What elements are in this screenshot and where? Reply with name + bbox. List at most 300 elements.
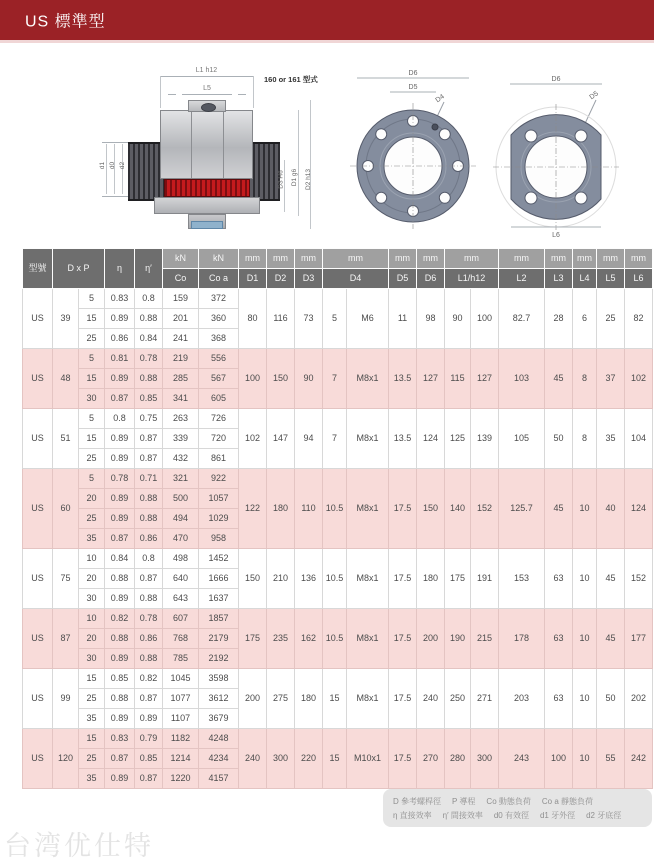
cell-l4: 10 [573,729,597,789]
cell-d5: 17.5 [389,549,417,609]
legend-item: Co a 靜態負荷 [541,796,593,806]
dim-label-d6: D6 [551,76,561,83]
cell-eta: 0.8 [105,409,135,429]
table-row [23,289,653,309]
sub-header: D5 [389,269,417,289]
red-thread-insert [164,179,250,197]
cell-eta-prime: 0.88 [135,489,163,509]
cell-eta: 0.83 [105,289,135,309]
cell-d4b: M8x1 [347,609,389,669]
cell-co: 241 [163,329,199,349]
cell-d4b: M8x1 [347,409,389,469]
cell-coa: 360 [199,309,239,329]
cell-d3: 162 [295,609,323,669]
cell-eta: 0.83 [105,729,135,749]
cell-co: 339 [163,429,199,449]
cell-d4b: M8x1 [347,349,389,409]
cell-eta-prime: 0.79 [135,729,163,749]
cell-coa: 372 [199,289,239,309]
sub-header: L1/h12 [445,269,499,289]
dim-label-d5: D5 [588,90,600,102]
dim-tick [102,196,128,197]
legend-item: d1 牙外徑 [539,810,576,820]
unit-header: mm [389,249,417,269]
cell-p: 10 [79,609,105,629]
cell-eta: 0.87 [105,749,135,769]
cell-l2: 82.7 [499,289,545,349]
type-note: 160 or 161 型式 [264,75,318,84]
cell-l4: 10 [573,609,597,669]
cell-d6: 98 [417,289,445,349]
cell-eta-prime: 0.78 [135,349,163,369]
cell-d3: 180 [295,669,323,729]
legend-item: η′ 間接效率 [442,810,483,820]
cell-d2: 116 [267,289,295,349]
cell-eta: 0.89 [105,309,135,329]
table-row [23,669,653,689]
cell-p: 10 [79,549,105,569]
cell-eta: 0.87 [105,529,135,549]
cell-model: US [23,349,53,409]
flat-flange-drawing [468,72,643,242]
cell-coa: 4248 [199,729,239,749]
cell-p: 5 [79,349,105,369]
cell-l3: 63 [545,549,573,609]
sub-header: D6 [417,269,445,289]
top-boss [188,100,226,112]
legend-box [383,789,652,827]
legend-item: D 參考螺桿徑 [393,796,441,806]
cell-eta: 0.88 [105,629,135,649]
cell-d2: 147 [267,409,295,469]
cell-d4a: 7 [323,409,347,469]
cell-d6: 270 [417,729,445,789]
sub-header: L6 [625,269,653,289]
cell-co: 201 [163,309,199,329]
cell-d: 120 [53,729,79,789]
cell-d4a: 15 [323,669,347,729]
cell-eta: 0.89 [105,449,135,469]
sub-header: L3 [545,269,573,289]
cell-d1: 150 [239,549,267,609]
cell-d1: 240 [239,729,267,789]
cell-eta-prime: 0.82 [135,669,163,689]
cell-eta-prime: 0.89 [135,709,163,729]
cell-d5: 17.5 [389,729,417,789]
cell-l2: 178 [499,609,545,669]
cell-coa: 1666 [199,569,239,589]
unit-header: mm [239,249,267,269]
cell-p: 25 [79,689,105,709]
unit-header: kN [163,249,199,269]
sub-header: D4 [323,269,389,289]
cell-p: 5 [79,469,105,489]
cell-co: 498 [163,549,199,569]
cell-coa: 2179 [199,629,239,649]
cell-l4: 10 [573,669,597,729]
cell-l4: 10 [573,549,597,609]
cell-l5: 37 [597,349,625,409]
unit-header: mm [597,249,625,269]
cell-eta-prime: 0.88 [135,589,163,609]
spec-table [22,248,653,789]
sub-header: Co a [199,269,239,289]
cell-d1: 102 [239,409,267,469]
dim-label-d2: d2 [119,161,127,170]
cell-eta-prime: 0.8 [135,549,163,569]
cell-p: 5 [79,289,105,309]
cell-l5: 45 [597,609,625,669]
cell-d: 75 [53,549,79,609]
cell-d3: 220 [295,729,323,789]
cell-d5: 13.5 [389,409,417,469]
cell-p: 30 [79,589,105,609]
cell-l1b: 300 [471,729,499,789]
unit-header: mm [267,249,295,269]
sub-header: L2 [499,269,545,289]
cell-eta-prime: 0.87 [135,429,163,449]
cell-coa: 861 [199,449,239,469]
cell-p: 20 [79,629,105,649]
table-row [23,609,653,629]
col-header-dxp: D x P [53,249,105,289]
cell-l4: 10 [573,469,597,549]
legend-item: P 導程 [452,796,476,806]
cell-d4a: 10.5 [323,469,347,549]
cell-p: 15 [79,429,105,449]
cell-d4a: 7 [323,349,347,409]
cell-coa: 1057 [199,489,239,509]
cell-eta: 0.87 [105,389,135,409]
dim-label-d4: D4 [434,93,446,105]
cell-coa: 556 [199,349,239,369]
cell-coa: 1857 [199,609,239,629]
cell-d2: 235 [267,609,295,669]
cell-coa: 720 [199,429,239,449]
cell-d4b: M8x1 [347,549,389,609]
cell-l2: 125.7 [499,469,545,549]
watermark: 台湾优仕特 [4,831,154,861]
cell-p: 35 [79,529,105,549]
cell-eta: 0.88 [105,689,135,709]
cell-coa: 4234 [199,749,239,769]
cell-l4: 6 [573,289,597,349]
cell-model: US [23,289,53,349]
cell-d: 99 [53,669,79,729]
cell-model: US [23,469,53,549]
cell-p: 15 [79,729,105,749]
legend-line [393,810,642,821]
cell-eta: 0.84 [105,549,135,569]
sub-header: D2 [267,269,295,289]
sub-header: L4 [573,269,597,289]
table-row [23,549,653,569]
cell-coa: 1029 [199,509,239,529]
legend-item: η 直接效率 [393,810,432,820]
col-header-eta: η [105,249,135,289]
cell-l5: 50 [597,669,625,729]
cell-co: 494 [163,509,199,529]
cell-l3: 50 [545,409,573,469]
cell-p: 30 [79,389,105,409]
legend-item: d0 有效徑 [493,810,529,820]
dim-label-d5: D5 [408,84,418,91]
cell-co: 321 [163,469,199,489]
cell-l6: 124 [625,469,653,549]
cell-eta-prime: 0.88 [135,509,163,529]
cell-eta-prime: 0.87 [135,569,163,589]
cell-eta: 0.89 [105,509,135,529]
cell-eta-prime: 0.8 [135,289,163,309]
unit-header: mm [323,249,389,269]
side-view-drawing [100,64,336,238]
cell-l5: 45 [597,549,625,609]
cell-coa: 1452 [199,549,239,569]
cell-eta-prime: 0.71 [135,469,163,489]
body-seam [223,111,224,178]
cell-d: 87 [53,609,79,669]
cell-l3: 63 [545,669,573,729]
cell-coa: 726 [199,409,239,429]
cell-d5: 13.5 [389,349,417,409]
cell-eta: 0.89 [105,769,135,789]
page-banner [0,0,654,43]
cell-d1: 200 [239,669,267,729]
cell-d1: 100 [239,349,267,409]
unit-header: mm [445,249,499,269]
cell-l2: 105 [499,409,545,469]
cell-eta: 0.89 [105,709,135,729]
cell-p: 25 [79,509,105,529]
cell-d3: 110 [295,469,323,549]
cell-l1b: 127 [471,349,499,409]
cell-p: 20 [79,489,105,509]
cell-p: 5 [79,409,105,429]
table-row [23,349,653,369]
cell-p: 25 [79,449,105,469]
cell-d4b: M8x1 [347,469,389,549]
dim-label-l1: L1 h12 [195,67,218,74]
unit-header: mm [295,249,323,269]
cell-coa: 605 [199,389,239,409]
foot-plate [154,197,260,214]
cell-l1b: 191 [471,549,499,609]
cell-co: 785 [163,649,199,669]
cell-l6: 104 [625,409,653,469]
sub-header: Co [163,269,199,289]
cell-eta-prime: 0.87 [135,769,163,789]
cell-co: 159 [163,289,199,309]
col-header-eta-prime: η′ [135,249,163,289]
cell-eta: 0.81 [105,349,135,369]
cell-co: 263 [163,409,199,429]
cell-l1a: 250 [445,669,471,729]
dim-line-l1 [160,76,253,77]
cell-d: 51 [53,409,79,469]
cell-p: 35 [79,709,105,729]
cell-d2: 210 [267,549,295,609]
cell-eta: 0.89 [105,589,135,609]
cell-d4a: 5 [323,289,347,349]
cell-d4b: M10x1 [347,729,389,789]
unit-header: kN [199,249,239,269]
cell-d1: 122 [239,469,267,549]
cell-l6: 152 [625,549,653,609]
cell-l1a: 140 [445,469,471,549]
cell-eta-prime: 0.78 [135,609,163,629]
dim-tick [168,94,176,95]
cell-d6: 180 [417,549,445,609]
legend-item: Co 動態負荷 [486,796,531,806]
cell-p: 25 [79,329,105,349]
cell-l5: 55 [597,729,625,789]
dim-line-D1 [298,110,299,216]
cell-d1: 80 [239,289,267,349]
cell-coa: 1637 [199,589,239,609]
cell-l5: 40 [597,469,625,549]
cell-d2: 150 [267,349,295,409]
cell-l1a: 90 [445,289,471,349]
cell-d2: 275 [267,669,295,729]
legend-line [393,796,642,807]
cell-co: 768 [163,629,199,649]
cell-coa: 3612 [199,689,239,709]
cell-d2: 180 [267,469,295,549]
cell-l2: 103 [499,349,545,409]
cell-eta-prime: 0.88 [135,309,163,329]
cell-d2: 300 [267,729,295,789]
cell-co: 1077 [163,689,199,709]
cell-eta-prime: 0.75 [135,409,163,429]
cell-d4a: 10.5 [323,609,347,669]
cell-d: 48 [53,349,79,409]
cell-p: 15 [79,369,105,389]
cell-eta-prime: 0.84 [135,329,163,349]
cell-p: 35 [79,769,105,789]
cell-eta-prime: 0.87 [135,689,163,709]
cell-d: 39 [53,289,79,349]
cell-co: 219 [163,349,199,369]
cell-l3: 100 [545,729,573,789]
cell-d3: 90 [295,349,323,409]
cell-l1a: 115 [445,349,471,409]
cell-eta: 0.89 [105,649,135,669]
cell-d6: 124 [417,409,445,469]
col-header-model: 型號 [23,249,53,289]
cell-model: US [23,549,53,609]
cell-eta-prime: 0.85 [135,389,163,409]
dim-tick [238,94,246,95]
cell-eta: 0.89 [105,429,135,449]
cell-l2: 153 [499,549,545,609]
cell-model: US [23,609,53,669]
cell-coa: 3679 [199,709,239,729]
dim-line-l5 [182,94,232,95]
cell-l3: 63 [545,609,573,669]
unit-header: mm [545,249,573,269]
dim-label-d2h13: D2 h13 [304,169,312,190]
cell-d: 60 [53,469,79,549]
cell-coa: 922 [199,469,239,489]
cell-d3: 94 [295,409,323,469]
dim-label-l5: L5 [203,85,211,92]
cell-co: 1182 [163,729,199,749]
cell-l1a: 125 [445,409,471,469]
cell-d5: 17.5 [389,609,417,669]
cell-model: US [23,729,53,789]
cell-d6: 150 [417,469,445,549]
cell-model: US [23,409,53,469]
cell-co: 640 [163,569,199,589]
cell-co: 1107 [163,709,199,729]
dim-line-d1 [106,144,107,194]
cell-l2: 203 [499,669,545,729]
cell-l5: 25 [597,289,625,349]
cell-l6: 102 [625,349,653,409]
cell-eta-prime: 0.86 [135,529,163,549]
cell-d4a: 10.5 [323,549,347,609]
cell-eta-prime: 0.88 [135,649,163,669]
dim-label-d6: D6 [408,70,418,77]
cell-l1b: 152 [471,469,499,549]
cell-l1a: 190 [445,609,471,669]
dim-label-l6: L6 [552,232,560,239]
dim-label-d1: d1 [99,161,107,170]
cell-p: 25 [79,749,105,769]
nut-body [160,110,253,179]
cell-d6: 240 [417,669,445,729]
cell-l1a: 280 [445,729,471,789]
cell-co: 432 [163,449,199,469]
cell-l1b: 215 [471,609,499,669]
cell-eta: 0.88 [105,569,135,589]
cell-l6: 242 [625,729,653,789]
dim-ext-line [160,76,161,108]
cell-d5: 17.5 [389,669,417,729]
dim-ext-line [253,76,254,108]
cell-co: 341 [163,389,199,409]
cell-coa: 3598 [199,669,239,689]
cell-l1a: 175 [445,549,471,609]
cell-d4b: M6 [347,289,389,349]
unit-header: mm [417,249,445,269]
page-title: US 標準型 [25,13,106,31]
dim-label-d0: d0 [109,161,117,170]
cell-d5: 11 [389,289,417,349]
cell-p: 15 [79,669,105,689]
cell-l1b: 271 [471,669,499,729]
cell-co: 285 [163,369,199,389]
cell-co: 643 [163,589,199,609]
cell-d4b: M8x1 [347,669,389,729]
cell-d3: 136 [295,549,323,609]
unit-header: mm [499,249,545,269]
dim-label-d1g6: D1 g6 [291,168,299,187]
cell-eta: 0.82 [105,609,135,629]
cell-d1: 175 [239,609,267,669]
grease-hole [432,124,438,130]
sub-header: D3 [295,269,323,289]
sub-header: L5 [597,269,625,289]
cell-eta-prime: 0.85 [135,749,163,769]
cell-p: 30 [79,649,105,669]
cell-coa: 368 [199,329,239,349]
unit-header: mm [573,249,597,269]
cell-eta: 0.89 [105,369,135,389]
dim-line-D2 [310,100,311,229]
cell-model: US [23,669,53,729]
cell-l5: 35 [597,409,625,469]
